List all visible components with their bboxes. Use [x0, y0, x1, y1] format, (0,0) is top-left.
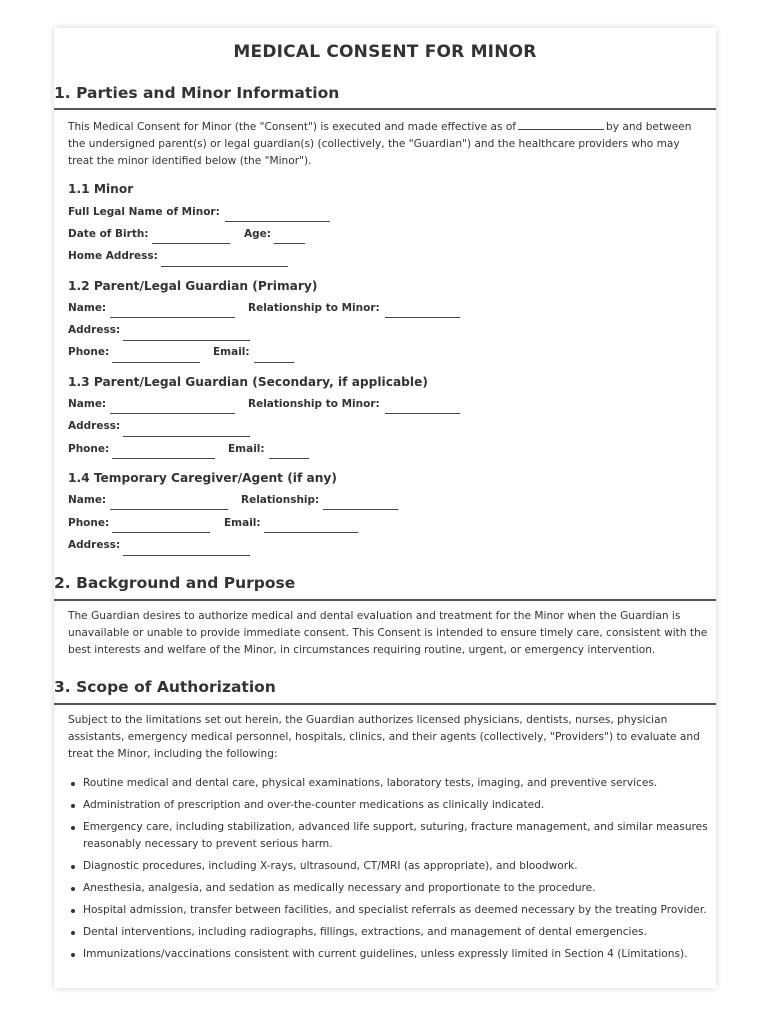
caregiver-name-field[interactable]	[110, 509, 228, 510]
secondary-phone-label: Phone:	[68, 443, 110, 455]
authorization-list	[68, 775, 713, 968]
section-1-rule	[54, 108, 716, 110]
intro-text-start: This Medical Consent for Minor (the "Consent") is executed and made effective as of	[68, 121, 517, 133]
minor-age-label: Age:	[244, 228, 271, 240]
caregiver-email-field[interactable]	[264, 532, 358, 533]
list-item: Administration of prescription and over-the-counter medications as clinically indicated.	[68, 797, 713, 814]
caregiver-address-field[interactable]	[123, 555, 250, 556]
primary-relationship-field[interactable]	[385, 317, 460, 318]
section-2-rule	[54, 599, 716, 601]
primary-phone-field[interactable]	[112, 362, 200, 363]
caregiver-relationship-label: Relationship:	[241, 494, 320, 506]
document-page	[54, 28, 716, 988]
secondary-name-label: Name:	[68, 398, 107, 410]
caregiver-name-label: Name:	[68, 494, 107, 506]
section-3-rule	[54, 703, 716, 705]
section-3-heading: 3. Scope of Authorization	[54, 678, 276, 696]
minor-full-name-label: Full Legal Name of Minor:	[68, 206, 220, 218]
secondary-phone-field[interactable]	[112, 458, 215, 459]
primary-relationship-label: Relationship to Minor:	[248, 302, 380, 314]
minor-home-address-label: Home Address:	[68, 250, 158, 262]
list-item: Dental interventions, including radiographs, fillings, extractions, and management of dental emergencies.	[68, 924, 713, 941]
section-1-heading: 1. Parties and Minor Information	[54, 84, 340, 102]
section-3-body: Subject to the limitations set out herein, the Guardian authorizes licensed physicians, dentists, nurses, physician assistants, emergency medical personnel, hospitals, clinics, and their agents (collectively, "Providers") to evaluate and treat the Minor, including the following:	[68, 714, 700, 760]
minor-dob-label: Date of Birth:	[68, 228, 149, 240]
section-1-intro	[68, 118, 708, 170]
primary-email-field[interactable]	[254, 362, 294, 363]
caregiver-phone-label: Phone:	[68, 517, 110, 529]
minor-full-name-field[interactable]	[225, 221, 330, 222]
list-item: Diagnostic procedures, including X-rays, ultrasound, CT/MRI (as appropriate), and bloodwork.	[68, 858, 713, 875]
secondary-name-field[interactable]	[110, 413, 235, 414]
primary-email-label: Email:	[213, 346, 250, 358]
effective-date-blank[interactable]	[518, 118, 604, 130]
list-item: Routine medical and dental care, physical examinations, laboratory tests, imaging, and preventive services.	[68, 775, 713, 792]
secondary-email-field[interactable]	[269, 458, 309, 459]
primary-address-label: Address:	[68, 324, 121, 336]
list-item: Emergency care, including stabilization, advanced life support, suturing, fracture management, and similar measures reasonably necessary to prevent serious harm.	[68, 819, 713, 853]
secondary-address-field[interactable]	[123, 436, 250, 437]
section-2-heading: 2. Background and Purpose	[54, 574, 296, 592]
primary-name-label: Name:	[68, 302, 107, 314]
intro-text-end: by and between the undersigned parent(s) or legal guardian(s) (collectively, the "Guardian") and the healthcare providers who may treat the minor identified below (the "Minor").	[68, 121, 692, 167]
secondary-relationship-field[interactable]	[385, 413, 460, 414]
document-title: MEDICAL CONSENT FOR MINOR	[233, 42, 537, 62]
list-item: Immunizations/vaccinations consistent with current guidelines, unless expressly limited in Section 4 (Limitations).	[68, 946, 713, 963]
minor-home-address-field[interactable]	[161, 266, 288, 267]
primary-name-field[interactable]	[110, 317, 235, 318]
secondary-guardian-heading: 1.3 Parent/Legal Guardian (Secondary, if applicable)	[68, 375, 428, 389]
list-item: Anesthesia, analgesia, and sedation as medically necessary and proportionate to the procedure.	[68, 880, 713, 897]
minor-age-field[interactable]	[274, 243, 305, 244]
caregiver-relationship-field[interactable]	[323, 509, 398, 510]
list-item: Hospital admission, transfer between facilities, and specialist referrals as deemed necessary by the treating Provider.	[68, 902, 713, 919]
caregiver-heading: 1.4 Temporary Caregiver/Agent (if any)	[68, 471, 337, 485]
minor-dob-field[interactable]	[152, 243, 230, 244]
caregiver-address-label: Address:	[68, 539, 121, 551]
caregiver-email-label: Email:	[224, 517, 261, 529]
primary-guardian-heading: 1.2 Parent/Legal Guardian (Primary)	[68, 279, 318, 293]
primary-phone-label: Phone:	[68, 346, 110, 358]
secondary-email-label: Email:	[228, 443, 265, 455]
primary-address-field[interactable]	[123, 340, 250, 341]
section-2-body: The Guardian desires to authorize medical and dental evaluation and treatment for the Minor when the Guardian is unavailable or unable to provide immediate consent. This Consent is intended to ensure timely care, consistent with the best interests and welfare of the Minor, in circumstances requiring routine, urgent, or emergency intervention.	[68, 610, 708, 656]
caregiver-phone-field[interactable]	[112, 532, 210, 533]
secondary-address-label: Address:	[68, 420, 121, 432]
minor-heading: 1.1 Minor	[68, 182, 134, 196]
secondary-relationship-label: Relationship to Minor:	[248, 398, 380, 410]
